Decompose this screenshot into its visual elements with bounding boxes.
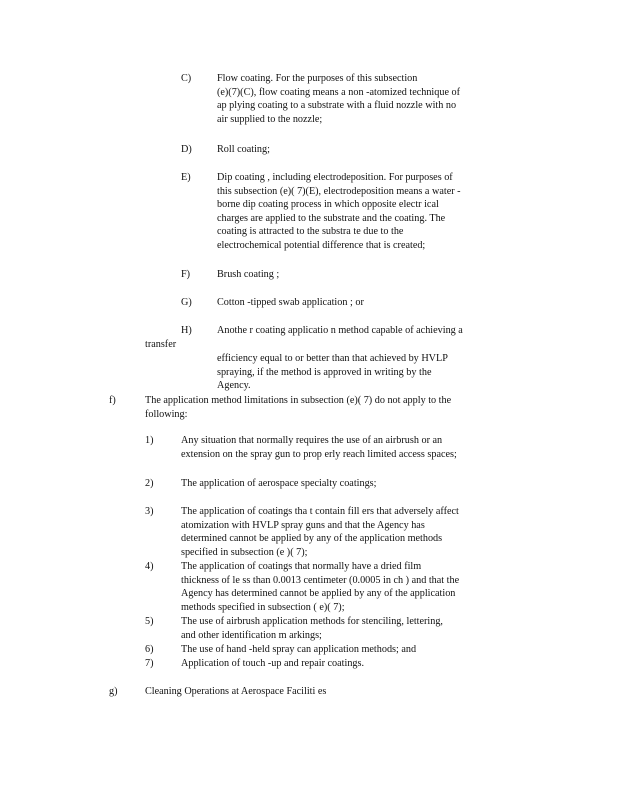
text-line: ap plying coating to a substrate with a fluid nozzle with no [217,100,457,112]
item-label: D) [181,144,192,155]
text-line: The application of aerospace specialty coatings; [181,478,377,489]
text-line: Cleaning Operations at Aerospace Faciliti es [145,686,327,697]
section-text [145,394,451,421]
text-line: Cotton -tipped swab application ; or [217,297,364,308]
text-line: The use of airbrush application methods for stenciling, lettering, [181,616,443,627]
text-line: electrochemical potential difference that is created; [217,239,426,251]
item-text [217,268,279,282]
item-text [181,643,416,657]
text-line: atomization with HVLP spray guns and that the Agency has [181,519,425,531]
item-label: F) [181,269,191,280]
text-line: charges are applied to the substrate and the coating. The [217,212,446,224]
item-label: 1) [145,435,154,446]
item-label: 5) [145,616,154,627]
text-line: Dip coating , including electrodeposition. For purposes of [217,172,453,183]
item-label: E) [181,172,191,183]
item-label: H) [181,325,192,336]
text-line: and other identification m arkings; [181,629,322,641]
item-text [217,72,500,126]
item-text [217,324,463,338]
text-line: The application of coatings that normally have a dried film [181,561,422,572]
item-text [181,477,376,491]
text-line: efficiency equal to or better than that achieved by HVLP [217,353,448,364]
item-label: 3) [145,506,154,517]
item-text [217,296,364,310]
item-text [181,615,443,642]
text-line: Anothe r coating applicatio n method capable of achieving a [217,325,463,336]
section-heading [145,685,326,699]
text-line: extension on the spray gun to prop erly reach limited access spaces; [181,448,457,460]
section-label: f) [109,395,116,406]
item-text [181,657,364,671]
item-text [181,560,459,614]
item-label: 7) [145,658,154,669]
text-line: Agency has determined cannot be applied by any of the application [181,588,456,600]
text-line: The use of hand -held spray can application methods; and [181,644,417,655]
item-label: G) [181,297,192,308]
text-line: air supplied to the nozzle; [217,113,323,125]
section-label: g) [109,686,118,697]
item-label: C) [181,73,192,84]
text-line: Flow coating. For the purposes of this subsection [217,73,418,84]
text-line: The application of coatings tha t contain fill ers that adversely affect [181,506,459,517]
item-text-continuation [217,352,448,393]
item-label: 4) [145,561,154,572]
text-line: borne dip coating process in which opposite electr ical [217,199,439,211]
item-label: 2) [145,478,154,489]
item-text [217,171,461,253]
text-line: Roll coating; [217,144,270,155]
item-text [181,434,457,461]
text-line: following: [145,408,188,420]
item-text [217,143,270,157]
wrapped-word: transfer [145,339,177,350]
text-line: Application of touch -up and repair coatings. [181,658,365,669]
text-line: determined cannot be applied by any of the application methods [181,533,443,545]
item-text [181,505,459,559]
text-line: this subsection (e)( 7)(E), electrodeposition means a water - [217,185,461,197]
item-label: 6) [145,644,154,655]
text-line: methods specified in subsection ( e)( 7); [181,601,345,613]
text-line: (e)(7)(C), flow coating means a non -atomized technique of [217,86,460,98]
text-line: spraying, if the method is approved in writing by the [217,366,432,378]
text-line: thickness of le ss than 0.0013 centimeter (0.0005 in ch ) and that the [181,574,460,586]
text-line: Any situation that normally requires the use of an airbrush or an [181,435,443,446]
text-line: Agency. [217,380,251,392]
text-line: specified in subsection (e )( 7); [181,546,308,558]
text-line: The application method limitations in subsection (e)( 7) do not apply to the [145,395,452,406]
text-line: coating is attracted to the substra te due to the [217,226,404,238]
text-line: Brush coating ; [217,269,280,280]
